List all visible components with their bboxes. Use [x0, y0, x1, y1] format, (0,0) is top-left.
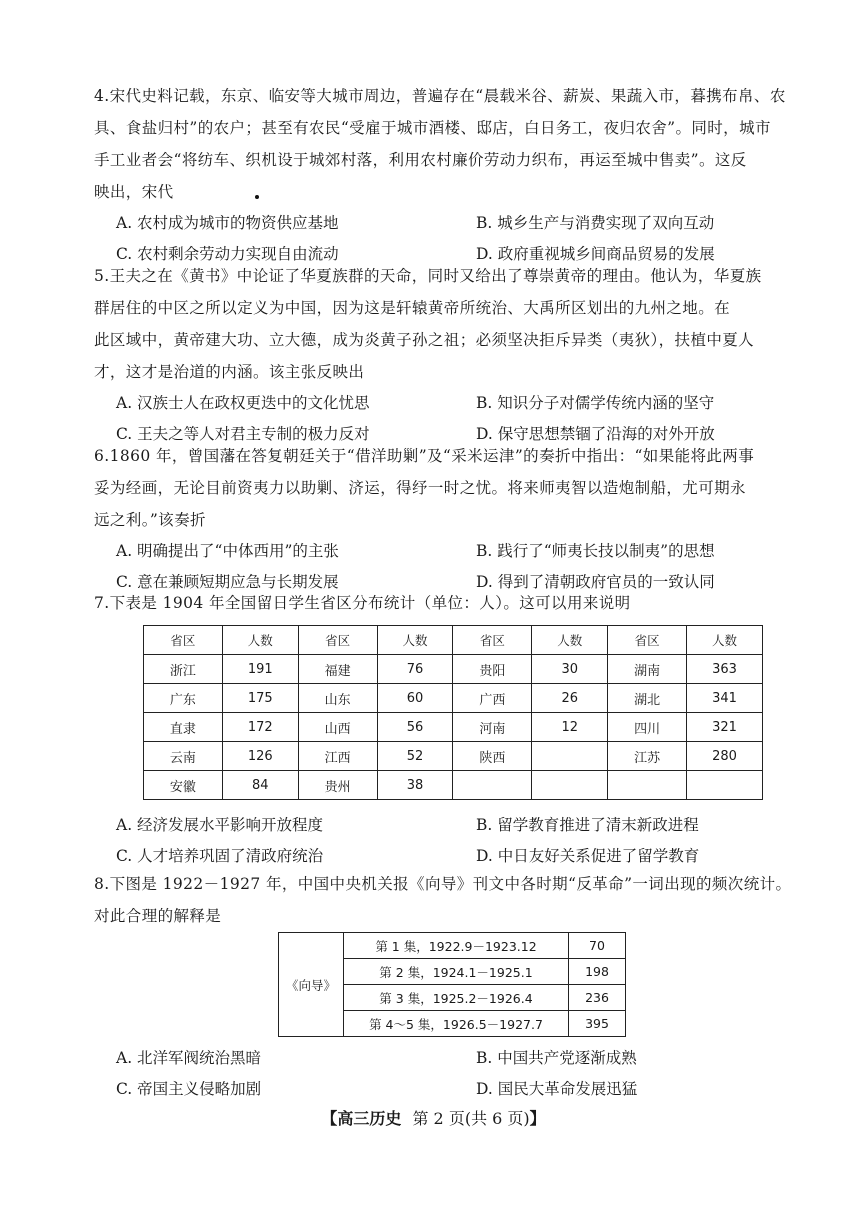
- stem-line: 具、食盐归村”的农户；甚至有农民“受雇于城市酒楼、邸店，白日务工，夜归农舍”。同时，城市: [94, 119, 771, 137]
- question-8: [94, 868, 794, 932]
- option-c[interactable]: C. 人才培养巩固了清政府统治: [116, 847, 324, 865]
- stem-line: 宋代史料记载，东京、临安等大城市周边，普遍存在“晨载米谷、薪炭、果蔬入市，暮携布帛、农: [109, 87, 786, 105]
- table-row: [144, 771, 763, 800]
- option-c[interactable]: C. 王夫之等人对君主专制的极力反对: [116, 425, 370, 443]
- table-cell: 30: [532, 655, 608, 684]
- stem-line: 才，这才是治道的内涵。该主张反映出: [94, 363, 365, 381]
- stem-line: 妥为经画，无论目前资夷力以助剿、济运，得纾一时之忧。将来师夷智以造炮制船，尤可期永: [94, 479, 746, 497]
- table-header-row: [144, 626, 763, 655]
- question-number: 8.: [94, 875, 110, 893]
- question-8-options: [94, 1043, 794, 1105]
- table-cell: 四川: [608, 713, 687, 742]
- question-5: [94, 260, 794, 450]
- table-cell: 安徽: [144, 771, 223, 800]
- stem-line: 1860 年，曾国藩在答复朝廷关于“借洋助剿”及“采米运津”的奏折中指出：“如果能将此两事: [109, 447, 755, 465]
- option-d[interactable]: D. 国民大革命发展迅猛: [476, 1080, 638, 1098]
- table-cell: 湖南: [608, 655, 687, 684]
- option-b[interactable]: B. 践行了“师夷长技以制夷”的思想: [476, 542, 715, 560]
- question-6: [94, 440, 794, 598]
- table-cell: 38: [377, 771, 453, 800]
- question-7-option-block: [94, 810, 794, 872]
- header-cell: 省区: [453, 626, 532, 655]
- table-row: [144, 713, 763, 742]
- table-cell: [687, 771, 763, 800]
- period-cell: 第 3 集，1925.2－1926.4: [344, 985, 569, 1011]
- table-cell: [532, 742, 608, 771]
- question-number: 6.: [94, 447, 110, 465]
- table-row: [144, 655, 763, 684]
- table-cell: 175: [222, 684, 298, 713]
- period-cell: 第 4～5 集，1926.5－1927.7: [344, 1011, 569, 1037]
- option-b[interactable]: B. 中国共产党逐渐成熟: [476, 1049, 637, 1067]
- stem-line: 映出，宋代: [94, 183, 174, 201]
- table-cell: 浙江: [144, 655, 223, 684]
- question-number: 4.: [94, 87, 110, 105]
- table-cell: 江西: [298, 742, 377, 771]
- table-cell: 河南: [453, 713, 532, 742]
- table-cell: 60: [377, 684, 453, 713]
- table-row: [279, 933, 626, 959]
- question-6-stem: [94, 440, 794, 536]
- footer-bracket-left: 【: [321, 1109, 338, 1128]
- count-cell: 70: [569, 933, 626, 959]
- option-b[interactable]: B. 城乡生产与消费实现了双向互动: [476, 214, 715, 232]
- table-row: [144, 742, 763, 771]
- page-footer: [0, 1106, 867, 1129]
- table-cell: 广东: [144, 684, 223, 713]
- emphasis-dot: [255, 195, 259, 199]
- table-cell: 湖北: [608, 684, 687, 713]
- table-cell: 76: [377, 655, 453, 684]
- table-cell: 56: [377, 713, 453, 742]
- header-cell: 人数: [687, 626, 763, 655]
- option-c[interactable]: C. 意在兼顾短期应急与长期发展: [116, 573, 339, 591]
- header-cell: 省区: [298, 626, 377, 655]
- stem-line: 群居住的中区之所以定义为中国，因为这是轩辕黄帝所统治、大禹所区划出的九州之地。在: [94, 299, 731, 317]
- table-cell: 52: [377, 742, 453, 771]
- question-7: [94, 587, 794, 619]
- stem-line: 此区域中，黄帝建大功、立大德，成为炎黄子孙之祖；必须坚决拒斥异类（夷狄），扶植中夏人: [94, 331, 755, 349]
- table-row: [144, 684, 763, 713]
- question-5-stem: [94, 260, 794, 388]
- table-cell: 84: [222, 771, 298, 800]
- footer-subject: 高三历史: [337, 1109, 402, 1128]
- stem-line: 王夫之在《黄书》中论证了华夏族群的天命，同时又给出了尊崇黄帝的理由。他认为，华夏族: [109, 267, 762, 285]
- stem-line: 手工业者会“将纺车、织机设于城郊村落，利用农村廉价劳动力织布，再运至城中售卖”。这反: [94, 151, 747, 169]
- frequency-table: [278, 932, 626, 1037]
- option-b[interactable]: B. 知识分子对儒学传统内涵的坚守: [476, 394, 715, 412]
- option-d[interactable]: D. 保守思想禁锢了沿海的对外开放: [476, 425, 715, 443]
- option-a[interactable]: A. 明确提出了“中体西用”的主张: [116, 542, 339, 560]
- table-cell: [608, 771, 687, 800]
- question-7-stem: [94, 587, 794, 619]
- table-cell: 321: [687, 713, 763, 742]
- period-cell: 第 2 集，1924.1－1925.1: [344, 959, 569, 985]
- table-cell: 26: [532, 684, 608, 713]
- table-cell: 山东: [298, 684, 377, 713]
- table-cell: 贵州: [298, 771, 377, 800]
- question-7-options: [94, 810, 794, 872]
- table-cell: 陕西: [453, 742, 532, 771]
- question-8-stem: [94, 868, 794, 932]
- option-a[interactable]: A. 农村成为城市的物资供应基地: [116, 214, 339, 232]
- question-4-stem: [94, 80, 794, 208]
- table-cell: 山西: [298, 713, 377, 742]
- option-a[interactable]: A. 汉族士人在政权更迭中的文化忧思: [116, 394, 370, 412]
- journal-label-cell: 《向导》: [279, 933, 344, 1037]
- option-a[interactable]: A. 北洋军阀统治黑暗: [116, 1049, 262, 1067]
- option-d[interactable]: D. 中日友好关系促进了留学教育: [476, 847, 700, 865]
- option-b[interactable]: B. 留学教育推进了清末新政进程: [476, 816, 699, 834]
- count-cell: 198: [569, 959, 626, 985]
- option-c[interactable]: C. 帝国主义侵略加剧: [116, 1080, 262, 1098]
- header-cell: 省区: [608, 626, 687, 655]
- header-cell: 省区: [144, 626, 223, 655]
- period-cell: 第 1 集，1922.9－1923.12: [344, 933, 569, 959]
- option-d[interactable]: D. 政府重视城乡间商品贸易的发展: [476, 245, 715, 263]
- count-cell: 236: [569, 985, 626, 1011]
- table-cell: 贵阳: [453, 655, 532, 684]
- table-cell: [532, 771, 608, 800]
- footer-page-number: 第 2 页(共 6 页): [412, 1109, 530, 1128]
- table-cell: 341: [687, 684, 763, 713]
- question-number: 7.: [94, 594, 110, 612]
- table-cell: 直隶: [144, 713, 223, 742]
- question-number: 5.: [94, 267, 110, 285]
- table-cell: 福建: [298, 655, 377, 684]
- option-c[interactable]: C. 农村剩余劳动力实现自由流动: [116, 245, 339, 263]
- table-cell: 云南: [144, 742, 223, 771]
- stem-line: 下表是 1904 年全国留日学生省区分布统计（单位：人）。这可以用来说明: [109, 594, 631, 612]
- option-d[interactable]: D. 得到了清朝政府官员的一致认同: [476, 573, 715, 591]
- stem-line: 对此合理的解释是: [94, 907, 222, 925]
- table-cell: 12: [532, 713, 608, 742]
- table-cell: 172: [222, 713, 298, 742]
- stem-line: 下图是 1922－1927 年，中国中央机关报《向导》刊文中各时期“反革命”一词出现的频次统计。: [109, 875, 792, 893]
- header-cell: 人数: [532, 626, 608, 655]
- table-cell: 280: [687, 742, 763, 771]
- table-cell: 126: [222, 742, 298, 771]
- table-cell: 广西: [453, 684, 532, 713]
- count-cell: 395: [569, 1011, 626, 1037]
- header-cell: 人数: [377, 626, 453, 655]
- table-cell: 江苏: [608, 742, 687, 771]
- student-distribution-table: [143, 625, 763, 800]
- option-a[interactable]: A. 经济发展水平影响开放程度: [116, 816, 324, 834]
- table-cell: 191: [222, 655, 298, 684]
- question-4: [94, 80, 794, 270]
- header-cell: 人数: [222, 626, 298, 655]
- footer-bracket-right: 】: [529, 1109, 546, 1128]
- table-cell: [453, 771, 532, 800]
- table-cell: 363: [687, 655, 763, 684]
- stem-line: 远之利。”该奏折: [94, 511, 206, 529]
- question-8-option-block: [94, 1043, 794, 1105]
